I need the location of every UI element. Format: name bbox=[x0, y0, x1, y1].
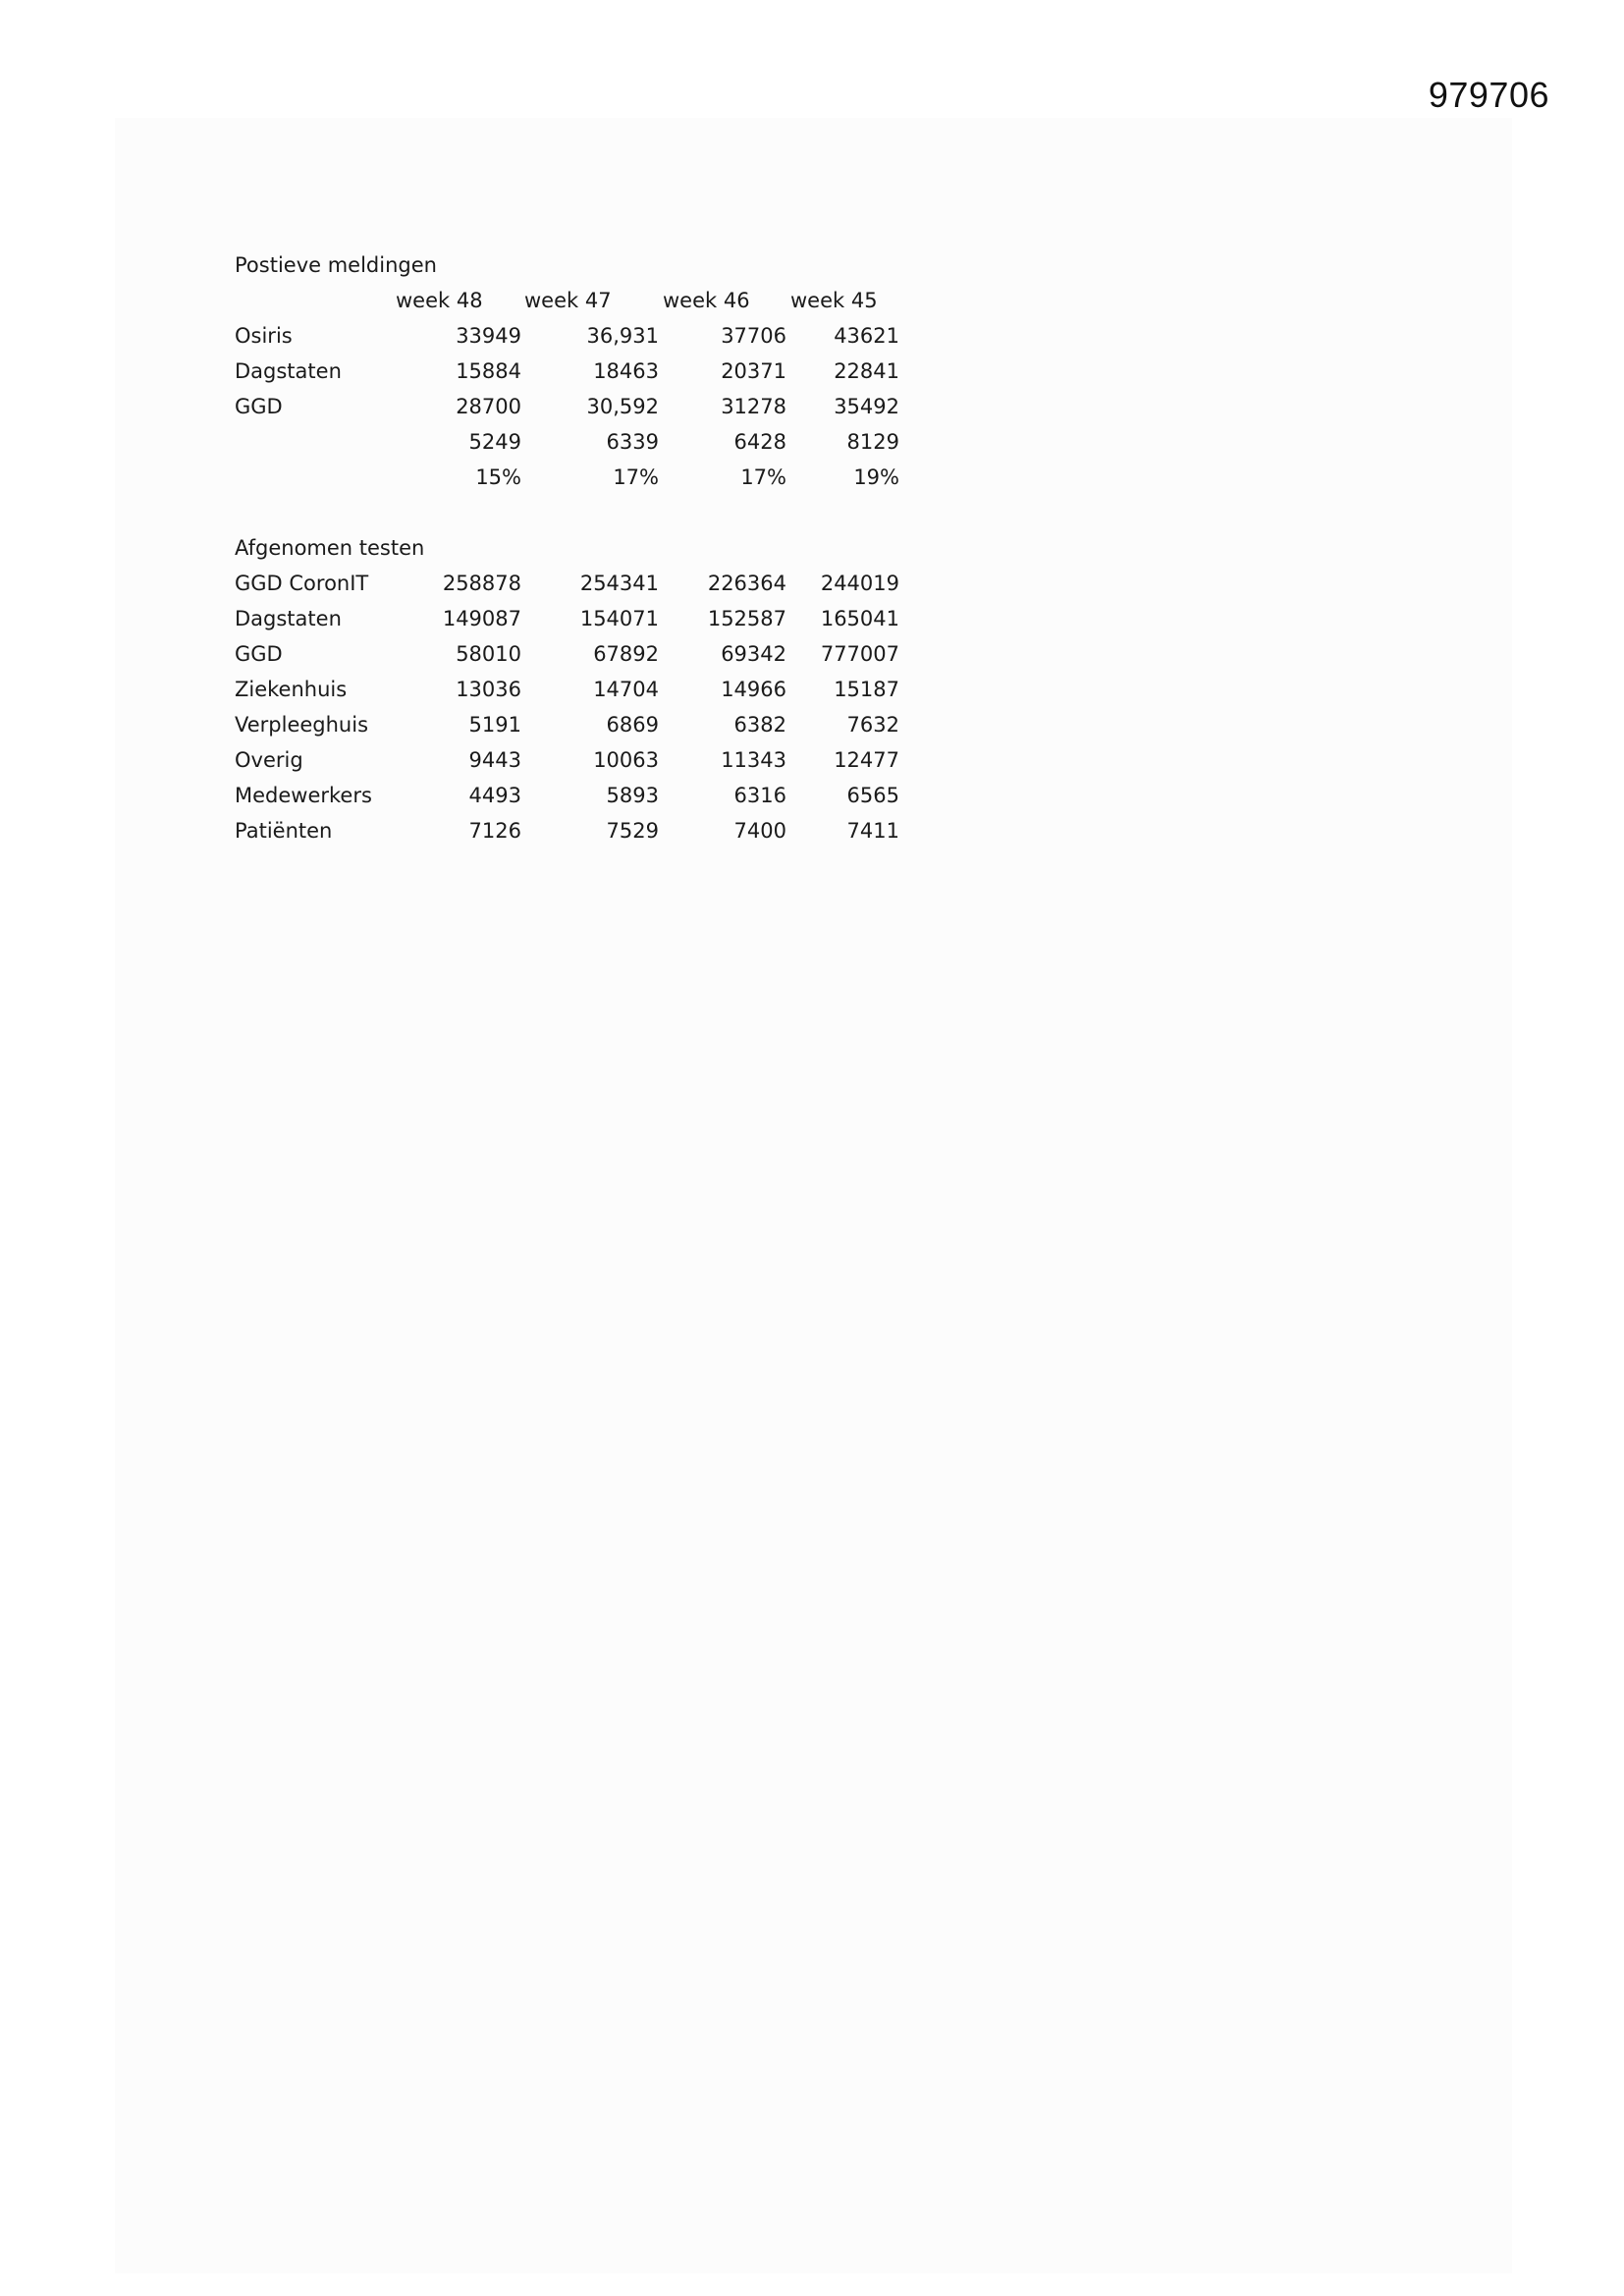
cell: 165041 bbox=[820, 607, 899, 630]
cell: 258878 bbox=[442, 572, 521, 595]
table-row-ggd: GGD 58010 67892 69342 777007 bbox=[235, 636, 899, 672]
cell: 36,931 bbox=[586, 324, 659, 348]
table-row-percentage bbox=[235, 460, 899, 495]
table-row-dagstaten: Dagstaten 15884 18463 20371 22841 bbox=[235, 354, 899, 389]
cell: 20371 bbox=[721, 359, 786, 383]
column-header-week-48: week 48 bbox=[396, 289, 483, 312]
cell: 6339 bbox=[606, 430, 659, 454]
cell: 5249 bbox=[468, 430, 521, 454]
cell: 13036 bbox=[456, 678, 521, 701]
table-row-dagstaten: Dagstaten 149087 154071 152587 165041 bbox=[235, 601, 899, 636]
cell: 69342 bbox=[721, 642, 786, 666]
table-row-medewerkers: Medewerkers 4493 5893 6316 6565 bbox=[235, 778, 899, 813]
cell: 67892 bbox=[593, 642, 659, 666]
cell: 12477 bbox=[834, 748, 899, 772]
cell: 6428 bbox=[733, 430, 786, 454]
cell: 7400 bbox=[733, 819, 786, 843]
cell: 7411 bbox=[846, 819, 899, 843]
cell: 154071 bbox=[579, 607, 659, 630]
cell: 7529 bbox=[606, 819, 659, 843]
table-row-ggd: GGD 28700 30,592 31278 35492 bbox=[235, 389, 899, 424]
cell: 43621 bbox=[834, 324, 899, 348]
cell: 226364 bbox=[707, 572, 786, 595]
cell: 18463 bbox=[593, 359, 659, 383]
cell: 6382 bbox=[733, 713, 786, 737]
cell: 11343 bbox=[721, 748, 786, 772]
cell: 35492 bbox=[834, 395, 899, 418]
cell: 28700 bbox=[456, 395, 521, 418]
cell: 19% bbox=[853, 465, 899, 489]
column-header-week-45: week 45 bbox=[790, 289, 878, 312]
cell: 5191 bbox=[468, 713, 521, 737]
section-title-tests-taken: Afgenomen testen bbox=[235, 536, 425, 560]
cell: 9443 bbox=[468, 748, 521, 772]
cell: 254341 bbox=[579, 572, 659, 595]
cell: 22841 bbox=[834, 359, 899, 383]
spacer bbox=[235, 495, 899, 530]
table-row-patienten: Patiënten 7126 7529 7400 7411 bbox=[235, 813, 899, 848]
cell: 58010 bbox=[456, 642, 521, 666]
cell: 6316 bbox=[733, 784, 786, 807]
cell: 6565 bbox=[846, 784, 899, 807]
document-id-number: 979706 bbox=[1428, 75, 1549, 115]
table-row-verpleeghuis: Verpleeghuis 5191 6869 6382 7632 bbox=[235, 707, 899, 742]
cell: 37706 bbox=[721, 324, 786, 348]
cell: 17% bbox=[613, 465, 659, 489]
cell: 6869 bbox=[606, 713, 659, 737]
section-title-positive-reports: Postieve meldingen bbox=[235, 253, 437, 277]
column-header-week-47: week 47 bbox=[524, 289, 612, 312]
cell: 244019 bbox=[820, 572, 899, 595]
cell: 30,592 bbox=[586, 395, 659, 418]
table-row-difference bbox=[235, 424, 899, 460]
week-header-row bbox=[235, 283, 899, 318]
cell: 10063 bbox=[593, 748, 659, 772]
cell: 777007 bbox=[820, 642, 899, 666]
table-row-ziekenhuis: Ziekenhuis 13036 14704 14966 15187 bbox=[235, 672, 899, 707]
table-row-osiris: Osiris 33949 36,931 37706 43621 bbox=[235, 318, 899, 354]
cell: 17% bbox=[740, 465, 786, 489]
cell: 15187 bbox=[834, 678, 899, 701]
cell: 7126 bbox=[468, 819, 521, 843]
cell: 15% bbox=[475, 465, 521, 489]
cell: 14966 bbox=[721, 678, 786, 701]
spreadsheet-excerpt bbox=[235, 247, 899, 848]
cell: 14704 bbox=[593, 678, 659, 701]
cell: 5893 bbox=[606, 784, 659, 807]
cell: 15884 bbox=[456, 359, 521, 383]
table-row-overig: Overig 9443 10063 11343 12477 bbox=[235, 742, 899, 778]
cell: 7632 bbox=[846, 713, 899, 737]
table-row-ggd-coronit: GGD CoronIT 258878 254341 226364 244019 bbox=[235, 566, 899, 601]
cell: 149087 bbox=[442, 607, 521, 630]
cell: 152587 bbox=[707, 607, 786, 630]
cell: 8129 bbox=[846, 430, 899, 454]
cell: 4493 bbox=[468, 784, 521, 807]
cell: 31278 bbox=[721, 395, 786, 418]
cell: 33949 bbox=[456, 324, 521, 348]
column-header-week-46: week 46 bbox=[663, 289, 750, 312]
